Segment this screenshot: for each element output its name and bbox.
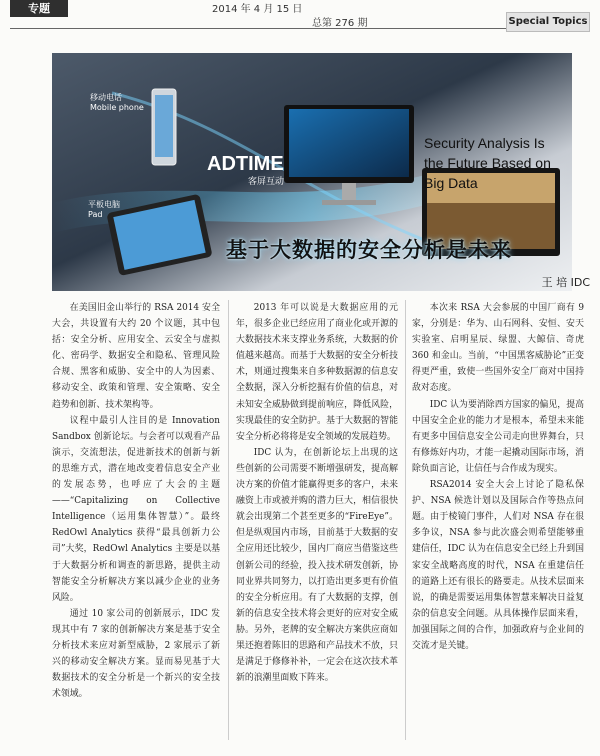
author-byline: 王 培 IDC — [541, 276, 590, 289]
chinese-title: 基于大数据的安全分析是未来 — [226, 238, 512, 262]
pad-label-cn: 平板电脑 — [88, 200, 120, 209]
mobile-phone-label-en: Mobile phone — [90, 103, 144, 112]
paragraph: 本次来 RSA 大会参展的中国厂商有 9 家，分别是：华为、山石网科、安恒、安天实验室、启明星辰、绿盟、大鲸信、奇虎 360 和金山。当前，“中国黑客威胁论”正变得更严重，致使一些国外安全厂商对中国持敌对态度。 — [412, 303, 584, 394]
mobile-phone-icon — [152, 89, 176, 165]
brand-subtitle: 客屏互动 — [248, 177, 285, 187]
english-title: Security Analysis Is the Future Based on Big Data — [424, 135, 551, 191]
paragraph: IDC 认为要消除西方国家的偏见，提高中国安全企业的能力才是根本，希望未来能有更多中国信息安全公司走向世界舞台，只有修炼好内功，才能一起撬动国际市场，消除负面言论，让信任与合作成为现实。 — [412, 399, 584, 474]
pad-label — [88, 200, 120, 220]
paragraph: 在美国旧金山举行的 RSA 2014 安全大会，共设置有大约 20 个议题，其中包括：安全分析、应用安全、云安全与虚拟化、密码学、数据安全和隐私、管理风险合规、黑客和威胁、安全中的人为因素、移动安全、政策和管理、安全策略、安全趋势和创新、技术架构等。 — [52, 303, 220, 410]
article-column-1 — [52, 300, 220, 702]
paragraph: RSA2014 安全大会上讨论了隐私保护、NSA 候选计划以及国际合作等热点问题。由于棱镜门事件，人们对 NSA 存在很多争议，NSA 参与此次盛会则希望能够重建信任，IDC 认为在信息安全已经上升到国家安全战略高度的时代，NSA 在重建信任的道路上还有很长的路要走。从技术层面来说，的确是需要运用集体智慧来解决日益复杂的信息安全问题。从具体操作层面来看，加强国际之间的合作，加强政府与企业间的交流才是关键。 — [412, 480, 584, 651]
issue-number: 总第 276 期 — [312, 18, 368, 29]
pad-label-en: Pad — [88, 210, 103, 219]
column-divider — [228, 300, 229, 740]
article-column-2 — [236, 300, 398, 686]
special-topics-badge: Special Topics — [506, 12, 590, 32]
brand-logo: ADTIME — [207, 153, 284, 175]
issue-date: 2014 年 4 月 15 日 — [212, 4, 303, 15]
paragraph: IDC 认为，在创新论坛上出现的这些创新的公司需要不断增强研发，提高解决方案的价值才能赢得更多的客户，未来融资上市或被并购的潜力巨大，相信很快就会出现第二个甚至更多的“FireEye”。但是纵观国内市场，目前基于大数据的安全应用还比较少，国内厂商应当借鉴这些创新公司的经验，投入技术研发创新，协同业界共同努力，以打造出更多更有价值的安全分析应用。有了大数据的支撑，创新的信息安全技术将会更好的应对安全威胁。另外，老牌的安全解决方案供应商如果还抱着陈旧的思路和产品技术不放，只是满足于修修补补，一定会在这次技术革新的浪潮里面败下阵来。 — [236, 447, 398, 684]
page-header — [0, 0, 600, 34]
column-divider — [405, 300, 406, 740]
mobile-phone-label-cn: 移动电话 — [90, 93, 122, 102]
paragraph: 通过 10 家公司的创新展示，IDC 发现其中有 7 家的创新解决方案是基于安全分析技术来应对新型威胁，2 家展示了新兴的移动安全解决方案。显而易见基于大数据技术的安全分析是一个新兴的安全技术领域。 — [52, 608, 220, 700]
hero-image — [52, 53, 572, 291]
section-tag: 专题 — [10, 0, 68, 17]
paragraph: 2013 年可以说是大数据应用的元年，很多企业已经应用了商业化或开源的大数据技术来支撑业务系统，大数据的价值越来越高。而基于大数据的安全分析技术，则通过搜集来自多种数据源的信息安全数据，深入分析挖掘有价值的信息，对未知安全威胁做到提前响应，降低风险，实现最佳的安全防护。基于大数据的智能安全分析必将将是安全领域的发展趋势。 — [236, 303, 398, 442]
article-column-3 — [412, 300, 584, 654]
paragraph: 议程中最引人注目的是 Innovation Sandbox 创新论坛。与会者可以观看产品演示，交流想法，促进新技术的创新与新的思维方式，潜在地改变着信息安全产业的发展态势，也呼应了大会的主题——“Capitalizing on Collective Intelligence（运用集体智慧）”。最终 RedOwl Analytics 获得“最具创新力公司”大奖，RedOwl Analytics 主要是以基于大数据分析和调查的新思路，提供主动智能安全分析解决方案以减少企业的业务风险。 — [52, 415, 220, 603]
header-rule — [10, 28, 590, 29]
mobile-phone-label — [90, 93, 144, 113]
